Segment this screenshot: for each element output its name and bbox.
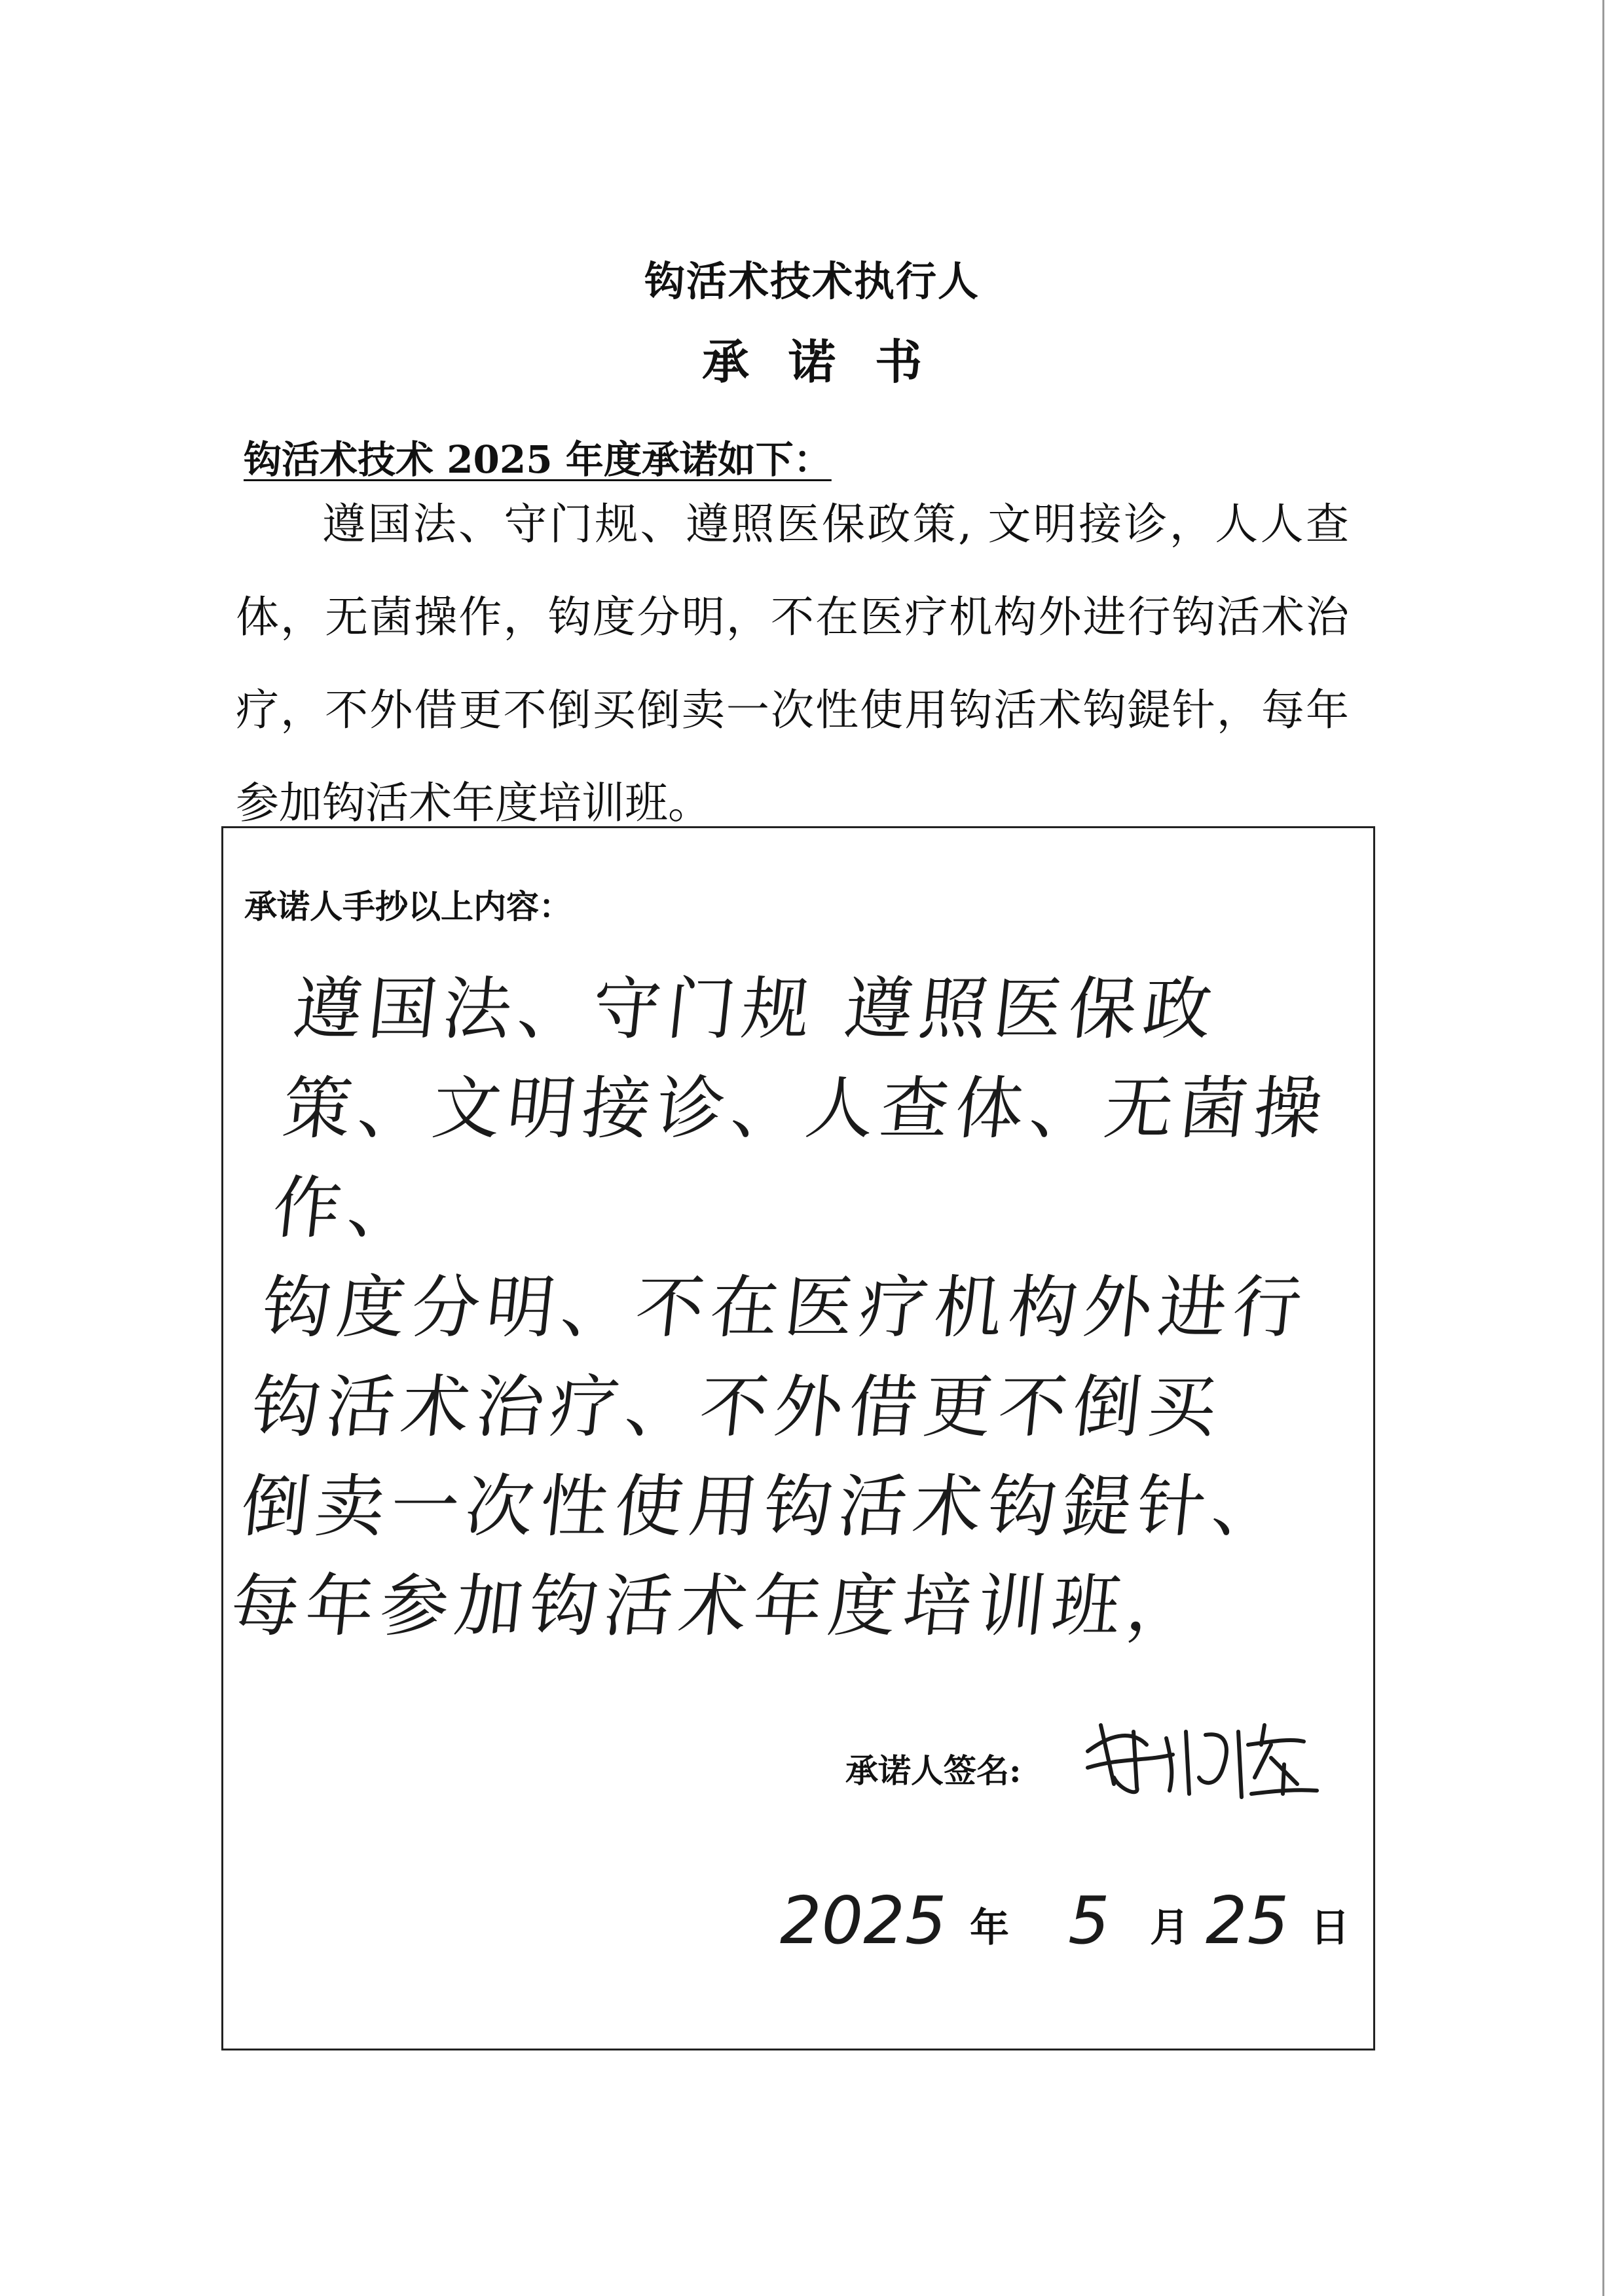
pledge-text: 遵国法、守门规、遵照医保政策, 文明接诊，人人查体，无菌操作，钩度分明，不在医疗机构外进行钩活术治疗，不外借更不倒买倒卖一次性使用钩活术钩鍉针，每年参加钩活术年度培训班。 [236,499,1349,828]
date-day-unit: 日 [1310,1905,1350,1951]
date-month: 5 [1068,1882,1110,1959]
document-title: 钩活术技术执行人 [644,257,980,305]
date-year-unit: 年 [970,1905,1009,1951]
handwritten-line: 每年参加钩活术年度培训班， [227,1566,1206,1646]
handwritten-copy-box [221,826,1375,2050]
date-year: 2025 [780,1882,947,1959]
document-subtitle: 承诺书 [701,334,961,390]
date-row [223,1882,1377,1961]
handwritten-line: 遵国法、守门规 遵照医保政 [289,969,1223,1049]
handwritten-line: 钩活术治疗、不外借更不倒买 [248,1367,1227,1447]
date-month-unit: 月 [1150,1905,1189,1951]
handwritten-line: 倒卖一次性使用钩活术钩鍉针、 [237,1467,1291,1546]
signature-label: 承诺人签名: [845,1751,1022,1790]
date-day: 25 [1206,1882,1289,1959]
pledge-heading: 钩活术技术 2025 年度承诺如下： [244,437,832,482]
handwritten-signature [1075,1705,1323,1804]
handwritten-line: 策、文明接诊、人查体、无菌操作、 [268,1068,1333,1248]
copy-label: 承诺人手抄以上内容： [244,887,572,926]
handwritten-line: 钩度分明、不在医疗机构外进行 [258,1267,1312,1347]
handwritten-copy [226,959,1373,1656]
